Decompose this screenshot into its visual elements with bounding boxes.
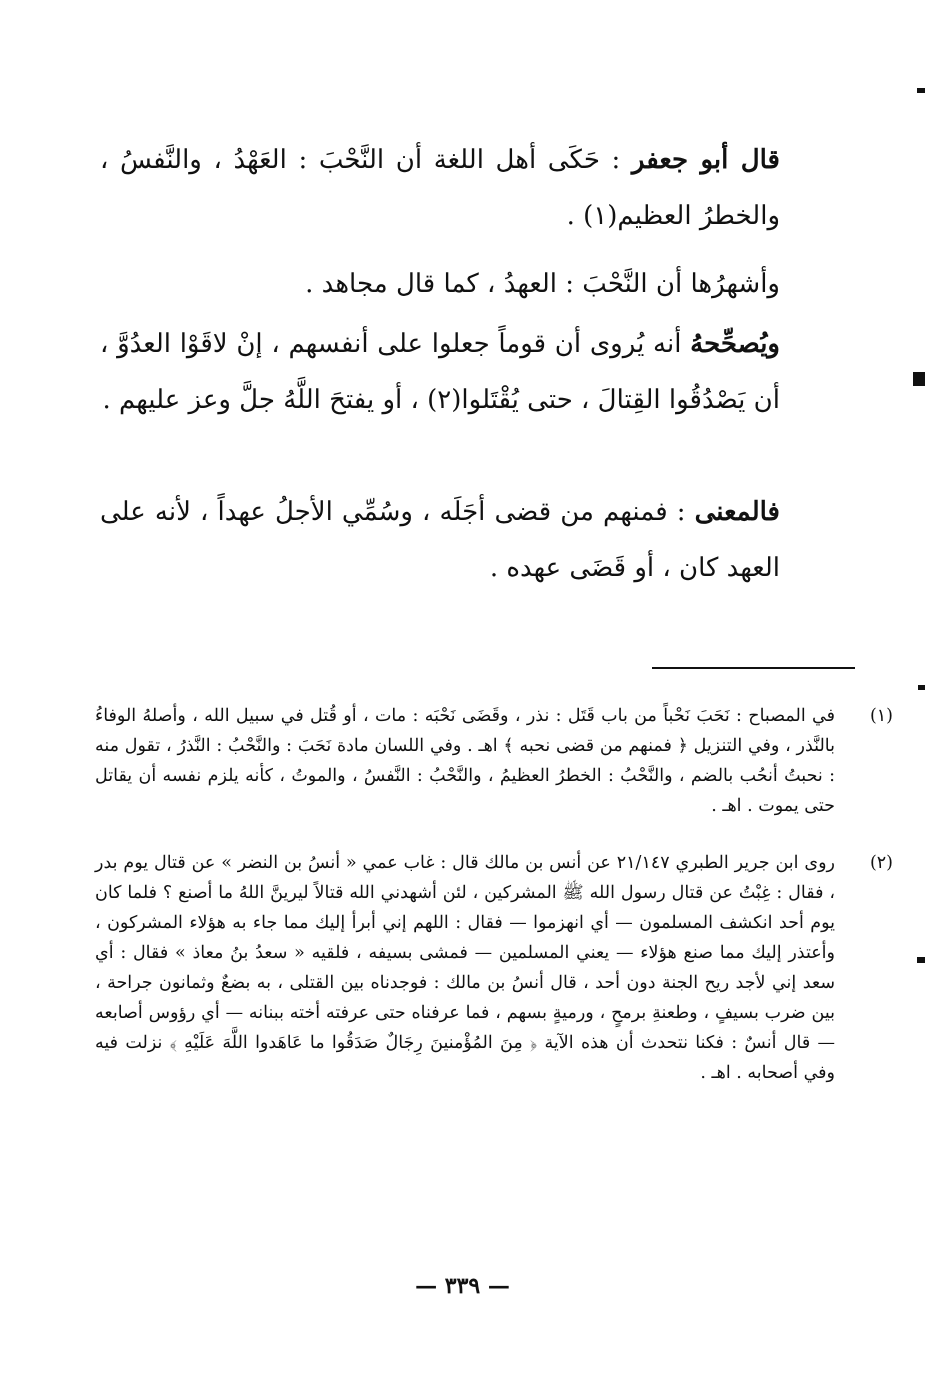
footnote-number: (١) [869,706,893,726]
page-number: — ٣٣٩ — [415,1273,510,1299]
paragraph-text: وأشهرُها أن النَّحْبَ : العهدُ ، كما قال مجاهد . [305,269,780,299]
footnote-text: روى ابن جرير الطبري ٢١/١٤٧ عن أنس بن مالك قال : غاب عمي « أنسُ بن النضر » عن قتال يوم بدر ، فقال : غِبْتُ عن قتال رسول الله ﷺ المشركين ، لئن أشهدني الله قتالاً ليرينَّ اللهُ ما أصنع ؟ فلما كان يوم أحد انكشف المسلمون — أي انهزموا — فقال : اللهم إني أبرأ إليك مما جاء به هؤلاء المشركون ، وأعتذر إليك مما صنع هؤلاء — يعني المسلمين — فمشى بسيفه ، فلقيه « سعدُ بنُ معاذ » فقال : أي سعد إني لأجد ريح الجنة دون أحد ، قال أنسُ بن مالك : فوجدناه بين القتلى ، به بضعٌ وثمانون جراحة ، بين ضرب بسيفٍ ، وطعنةِ برمحٍ ، ورميةٍ بسهم ، فما عرفناه حتى عرفته أخته ببنانه — أي رؤوس أصابعه — قال أنسٌ : فكنا نتحدث أن هذه الآية ﴿ مِنَ المُؤْمنينَ رِجَالٌ صَدَقُوا ما عَاهَدوا اللَّهَ عَلَيْهِ ﴾ نزلت فيه وفي أصحابه . اهـ . [95,853,835,1083]
margin-mark [913,372,925,386]
paragraph-lead: قال أبو جعفر [631,145,780,175]
margin-mark [918,685,925,690]
footnote-text: في المصباح : نَحَبَ نَحْباً من باب قَتَل : نذر ، وقَضَى نَحْبَه : مات ، أو قُتل في سبيل الله ، وأصلهُ الوفاءُ بالنَّذر ، وفي التنزيل ﴿ فمنهم من قضى نحبه ﴾ اهـ . وفي اللسان مادة نَحَبَ : والنَّحْبُ : النَّذرُ ، تقول منه : نحبتُ أنحُب بالضم ، والنَّحْبُ : الخطرُ العظيمُ ، والنَّحْبُ : النَّفسُ ، والموتُ ، كأنه يلزم نفسه أن يقاتل حتى يموت . اهـ . [95,706,835,816]
paragraph-3 [100,316,780,428]
paragraph-text: : فمنهم من قضى أجَلَه ، وسُمِّي الأجلُ عهداً ، لأنه على العهد كان ، أو قَضَى عهده . [100,497,780,583]
margin-mark [917,88,925,93]
paragraph-4 [100,484,780,596]
margin-mark [917,957,925,963]
paragraph-text: أنه يُروى أن قوماً جعلوا على أنفسهم ، إنْ لاقَوْا العدُوَّ ، أن يَصْدُقُوا القِتالَ ، حتى يُقْتَلوا(٢) ، أو يفتحَ اللَّهُ جلَّ وعز عليهم . [100,329,780,415]
footnote-separator [652,667,855,669]
paragraph-lead: فالمعنى [694,497,780,527]
paragraph-text: : حَكَى أهل اللغة أن النَّحْبَ : العَهْدُ ، والنَّفسُ ، والخطرُ العظيم(١) . [100,145,780,231]
footnote-2 [95,848,893,1088]
paragraph-1 [100,132,780,244]
paragraph-lead: ويُصحِّحهُ [690,329,780,359]
paragraph-2 [100,256,780,312]
footnote-number: (٢) [869,853,893,873]
footnote-1 [95,701,893,821]
